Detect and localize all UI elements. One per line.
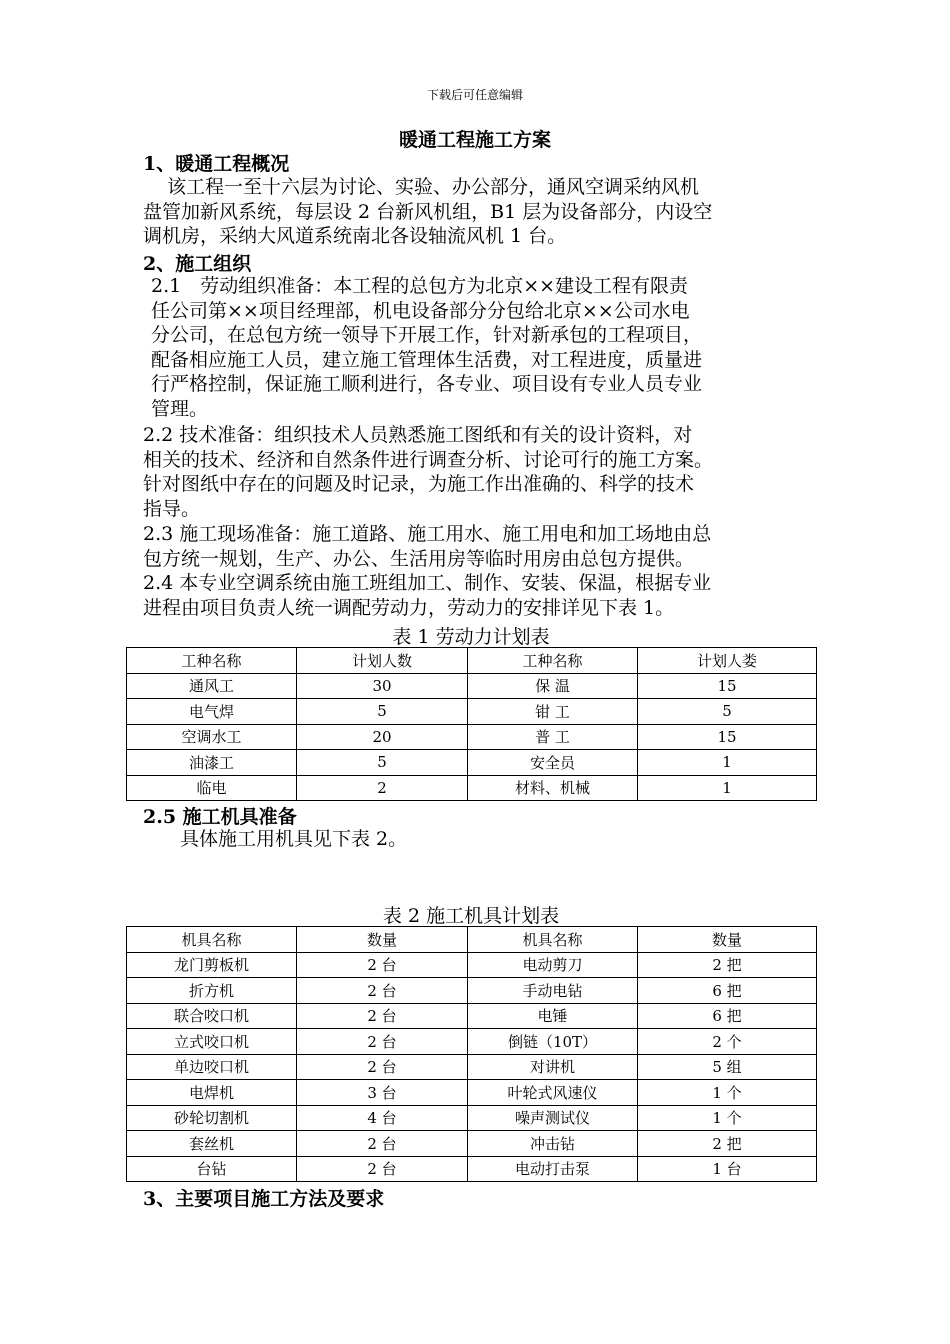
- table-cell: 保 温: [468, 673, 638, 699]
- table-cell: 龙门剪板机: [127, 952, 297, 978]
- text-line: 2.2 技术准备：组织技术人员熟悉施工图纸和有关的设计资料，对: [143, 424, 693, 446]
- table-row: [127, 1029, 817, 1055]
- table-cell: 安全员: [468, 750, 638, 776]
- table-cell: 叶轮式风速仪: [468, 1080, 638, 1106]
- text-line: 该工程一至十六层为讨论、实验、办公部分，通风空调采纳风机: [167, 176, 700, 198]
- table-cell: 普 工: [468, 724, 638, 750]
- table-cell: 2: [297, 775, 468, 801]
- table-row: [127, 952, 817, 978]
- table-cell: 2 台: [297, 1029, 468, 1055]
- text-line: 行严格控制，保证施工顺利进行，各专业、项目设有专业人员专业: [151, 373, 703, 396]
- table-cell: 4 台: [297, 1105, 468, 1131]
- table-row: [127, 1105, 817, 1131]
- table-2-caption: 表 2 施工机具计划表: [382, 905, 560, 927]
- table-cell: 联合咬口机: [127, 1003, 297, 1029]
- table-cell: 临电: [127, 775, 297, 801]
- table-cell: 钳 工: [468, 699, 638, 725]
- section-3-heading: 3、主要项目施工方法及要求: [143, 1188, 385, 1210]
- table-cell: 2 把: [638, 1131, 817, 1157]
- table-row: [127, 978, 817, 1004]
- header-cell: 计划人娄: [638, 648, 817, 674]
- header-cell: 机具名称: [127, 927, 297, 953]
- table-cell: 电动打击泵: [468, 1156, 638, 1182]
- text-line: 分公司，在总包方统一领导下开展工作，针对新承包的工程项目，: [151, 324, 703, 347]
- table-cell: 2 台: [297, 1054, 468, 1080]
- table-row: [127, 1156, 817, 1182]
- table-header-row: [127, 927, 817, 953]
- table-1-caption: 表 1 劳动力计划表: [392, 626, 550, 648]
- section-2-5-heading: 2.5 施工机具准备: [143, 806, 297, 828]
- table-cell: 5: [297, 750, 468, 776]
- table-row: [127, 699, 817, 725]
- table-cell: 空调水工: [127, 724, 297, 750]
- table-cell: 电锤: [468, 1003, 638, 1029]
- text-line: 管理。: [151, 397, 209, 420]
- table-cell: 2 把: [638, 952, 817, 978]
- table-cell: 电动剪刀: [468, 952, 638, 978]
- table-row: [127, 673, 817, 699]
- text-line: 2.1 劳动组织准备：本工程的总包方为北京××建设工程有限责: [151, 275, 689, 297]
- table-cell: 立式咬口机: [127, 1029, 297, 1055]
- page-header-note: 下载后可任意编辑: [426, 88, 523, 102]
- table-cell: 2 台: [297, 1131, 468, 1157]
- table-cell: 电气焊: [127, 699, 297, 725]
- section-2-heading: 2、施工组织: [143, 253, 252, 275]
- table-cell: 1 台: [638, 1156, 817, 1182]
- table-row: [127, 724, 817, 750]
- table-cell: 砂轮切割机: [127, 1105, 297, 1131]
- text-line: 相关的技术、经济和自然条件进行调查分析、讨论可行的施工方案。: [143, 448, 714, 471]
- table-cell: 通风工: [127, 673, 297, 699]
- text-line: 任公司第××项目经理部，机电设备部分分包给北京××公司水电: [151, 299, 690, 322]
- table-cell: 6 把: [638, 978, 817, 1004]
- table-cell: 油漆工: [127, 750, 297, 776]
- paragraph-2-4: [143, 571, 711, 620]
- header-cell: 工种名称: [468, 648, 638, 674]
- header-cell: 工种名称: [127, 648, 297, 674]
- table-cell: 1 个: [638, 1080, 817, 1106]
- table-cell: 倒链（10T）: [468, 1029, 638, 1055]
- paragraph-2-1: [151, 274, 702, 422]
- table-row: [127, 1080, 817, 1106]
- text-line: 2.4 本专业空调系统由施工班组加工、制作、安装、保温，根据专业: [143, 572, 712, 594]
- table-cell: 3 台: [297, 1080, 468, 1106]
- table-row: [127, 775, 817, 801]
- table-cell: 单边咬口机: [127, 1054, 297, 1080]
- document-title: 暖通工程施工方案: [398, 129, 551, 151]
- table-cell: 15: [638, 724, 817, 750]
- header-cell: 计划人数: [297, 648, 468, 674]
- table-cell: 1: [638, 775, 817, 801]
- text-line: 盘管加新风系统，每层设 2 台新风机组，B1 层为设备部分，内设空: [143, 200, 713, 223]
- paragraph-2-2: [143, 423, 713, 521]
- text-line: 针对图纸中存在的问题及时记录，为施工作出准确的、科学的技术: [143, 473, 695, 496]
- text-line: 具体施工用机具见下表 2。: [180, 828, 408, 850]
- text-line: 2.3 施工现场准备：施工道路、施工用水、施工用电和加工场地由总: [143, 523, 712, 545]
- section-1-paragraph: [167, 175, 699, 200]
- table-cell: 2 台: [297, 1003, 468, 1029]
- table-cell: 5: [638, 699, 817, 725]
- table-cell: 1: [638, 750, 817, 776]
- text-line: 包方统一规划，生产、办公、生活用房等临时用房由总包方提供。: [143, 547, 695, 570]
- table-header-row: [127, 648, 817, 674]
- table-cell: 手动电钻: [468, 978, 638, 1004]
- text-line: 调机房，采纳大风道系统南北各设轴流风机 1 台。: [143, 225, 567, 248]
- table-row: [127, 750, 817, 776]
- table-cell: 电焊机: [127, 1080, 297, 1106]
- table-cell: 2 台: [297, 978, 468, 1004]
- table-row: [127, 1054, 817, 1080]
- table-cell: 30: [297, 673, 468, 699]
- table-cell: 材料、机械: [468, 775, 638, 801]
- header-cell: 机具名称: [468, 927, 638, 953]
- text-line: 配备相应施工人员，建立施工管理体生活费，对工程进度，质量进: [151, 348, 703, 371]
- table-cell: 台钻: [127, 1156, 297, 1182]
- table-cell: 对讲机: [468, 1054, 638, 1080]
- text-line: 指导。: [143, 497, 201, 520]
- table-cell: 20: [297, 724, 468, 750]
- table-cell: 1 个: [638, 1105, 817, 1131]
- table-row: [127, 1003, 817, 1029]
- section-1-heading: 1、暖通工程概况: [143, 153, 290, 175]
- header-cell: 数量: [638, 927, 817, 953]
- text-line: 进程由项目负责人统一调配劳动力，劳动力的安排详见下表 1。: [143, 596, 675, 619]
- section-1-paragraph-cont: [143, 200, 712, 249]
- table-cell: 噪声测试仪: [468, 1105, 638, 1131]
- table-cell: 6 把: [638, 1003, 817, 1029]
- table-cell: 5: [297, 699, 468, 725]
- section-2-5-text: [180, 827, 407, 852]
- table-cell: 2 个: [638, 1029, 817, 1055]
- paragraph-2-3: [143, 522, 711, 571]
- table-cell: 2 台: [297, 1156, 468, 1182]
- table-cell: 5 组: [638, 1054, 817, 1080]
- table-cell: 冲击钻: [468, 1131, 638, 1157]
- table-cell: 折方机: [127, 978, 297, 1004]
- header-cell: 数量: [297, 927, 468, 953]
- table-cell: 套丝机: [127, 1131, 297, 1157]
- equipment-plan-table: [126, 926, 817, 1182]
- labor-plan-table: [126, 647, 817, 801]
- table-row: [127, 1131, 817, 1157]
- table-cell: 15: [638, 673, 817, 699]
- table-cell: 2 台: [297, 952, 468, 978]
